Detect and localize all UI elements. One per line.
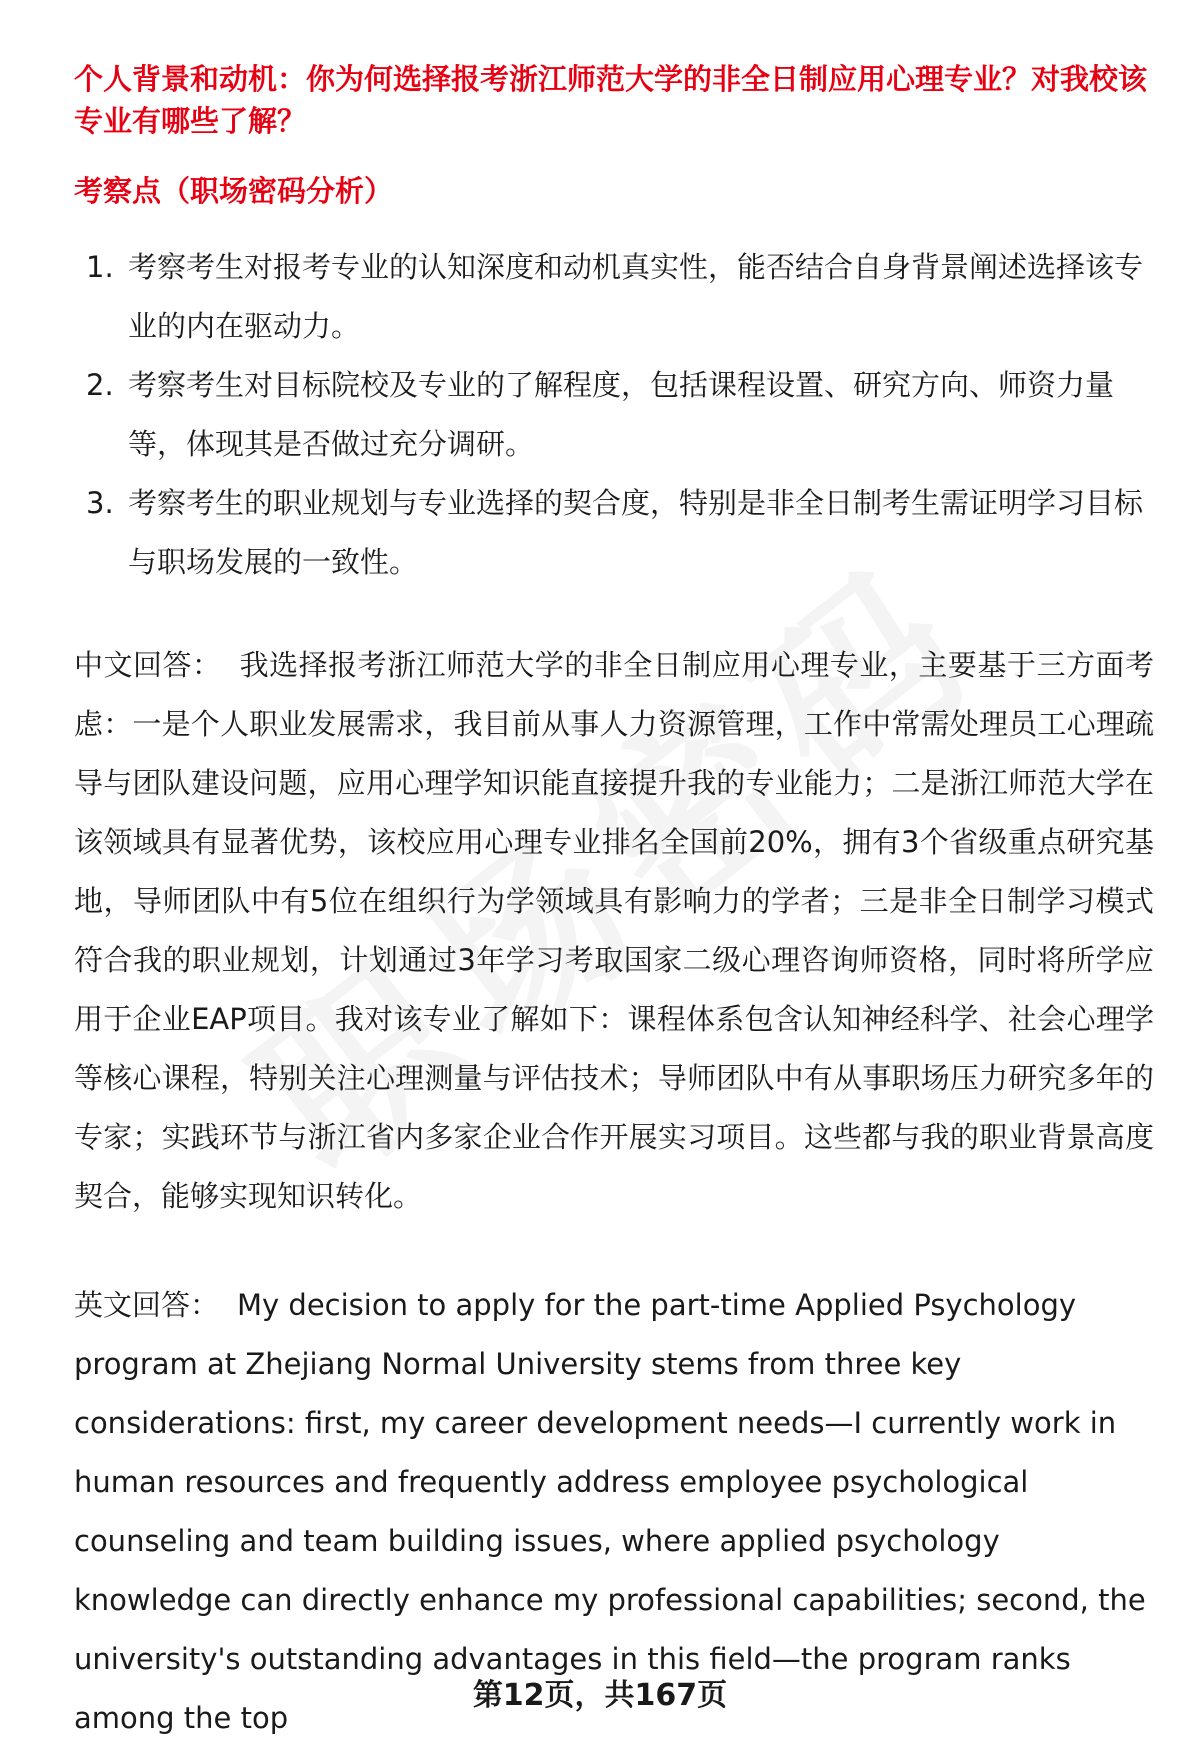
question-heading: 个人背景和动机：你为何选择报考浙江师范大学的非全日制应用心理专业？对我校该专业有哪些了解？ <box>74 62 1148 138</box>
focus-points-list <box>74 238 1154 592</box>
focus-heading: 考察点（职场密码分析） <box>74 174 394 208</box>
list-item-text: 考察考生对报考专业的认知深度和动机真实性，能否结合自身背景阐述选择该专业的内在驱动力。 <box>128 250 1144 343</box>
content-area <box>74 58 1154 1748</box>
chinese-answer-label: 中文回答： <box>74 648 222 682</box>
list-item-number: 3. <box>86 486 114 520</box>
chinese-answer <box>74 636 1154 1226</box>
list-item <box>74 356 1148 474</box>
list-item-number: 1. <box>86 250 114 284</box>
list-item-text: 考察考生的职业规划与专业选择的契合度，特别是非全日制考生需证明学习目标与职场发展的一致性。 <box>128 486 1144 579</box>
page-number: 第12页，共167页 <box>472 1678 728 1713</box>
list-item <box>74 238 1148 356</box>
chinese-answer-text: 我选择报考浙江师范大学的非全日制应用心理专业，主要基于三方面考虑：一是个人职业发展需求，我目前从事人力资源管理，工作中常需处理员工心理疏导与团队建设问题，应用心理学知识能直接提升我的专业能力；二是浙江师范大学在该领域具有显著优势，该校应用心理专业排名全国前20%，拥有3个省级重点研究基地，导师团队中有5位在组织行为学领域具有影响力的学者；三是非全日制学习模式符合我的职业规划，计划通过3年学习考取国家二级心理咨询师资格，同时将所学应用于企业EAP项目。我对该专业了解如下：课程体系包含认知神经科学、社会心理学等核心课程，特别关注心理测量与评估技术；导师团队中有从事职场压力研究多年的专家；实践环节与浙江省内多家企业合作开展实习项目。这些都与我的职业背景高度契合，能够实现知识转化。 <box>74 648 1154 1213</box>
english-answer-label: 英文回答： <box>74 1288 220 1322</box>
list-item <box>74 474 1148 592</box>
list-item-text: 考察考生对目标院校及专业的了解程度，包括课程设置、研究方向、师资力量等，体现其是否做过充分调研。 <box>128 368 1115 461</box>
english-answer-text: My decision to apply for the part-time Applied Psychology program at Zhejiang Normal University stems from three key considerations: first, my career development needs—I currently work in human resources and frequently address employee psychological counseling and team building issues, where applied psychology knowledge can directly enhance my professional capabilities; second, the university's outstanding advantages in this field—the program ranks among the top <box>74 1288 1146 1735</box>
list-item-number: 2. <box>86 368 114 402</box>
